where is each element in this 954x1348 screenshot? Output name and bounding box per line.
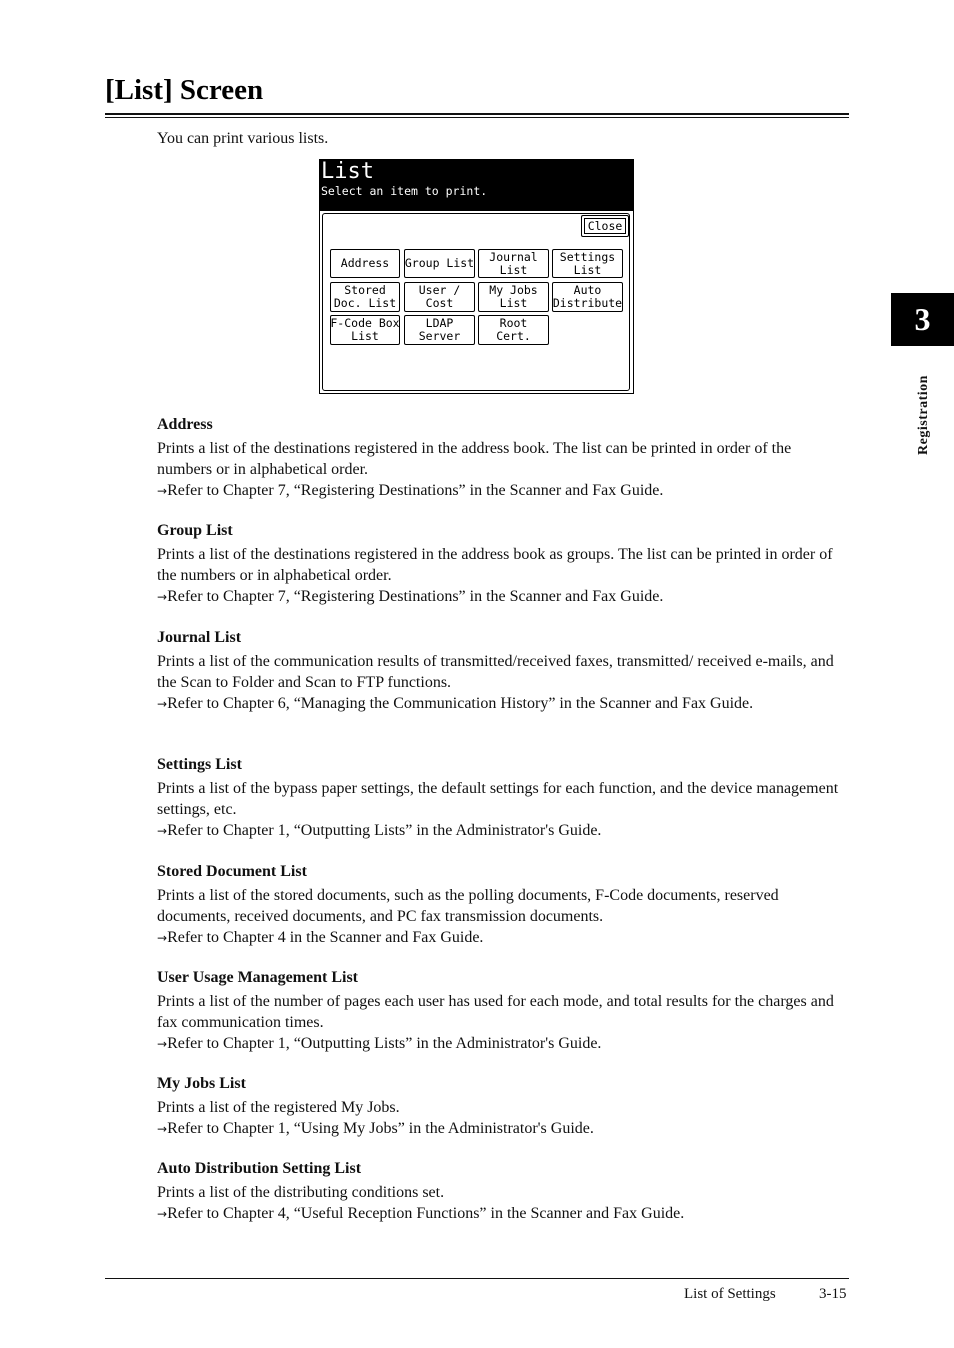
arrow-right-icon: → [157, 931, 168, 945]
address-button[interactable]: Address [330, 249, 400, 278]
lcd-screen [319, 159, 634, 395]
title-rule-thin [105, 117, 849, 118]
section-body: Prints a list of the destinations registered in the address book. The list can be printed in order of the numbers or in alphabetical order. [157, 440, 792, 478]
arrow-right-icon: → [157, 590, 168, 604]
arrow-right-icon: → [157, 484, 168, 498]
page-title: [List] Screen [105, 74, 264, 106]
section-reference: →Refer to Chapter 1, “Outputting Lists” in the Administrator's Guide. [157, 822, 602, 839]
arrow-right-icon: → [157, 1122, 168, 1136]
group-list-button[interactable]: Group List [404, 249, 475, 278]
section-body: Prints a list of the distributing conditions set. [157, 1184, 445, 1201]
my-jobs-list-button[interactable]: My Jobs List [478, 282, 549, 312]
arrow-right-icon: → [157, 824, 168, 838]
section-body: Prints a list of the destinations registered in the address book as groups. The list can be printed in order of the numbers or in alphabetical order. [157, 546, 833, 584]
arrow-right-icon: → [157, 1207, 168, 1221]
section-address [157, 414, 847, 502]
auto-distribute-button[interactable]: Auto Distribute [552, 283, 623, 310]
section-heading: User Usage Management List [157, 969, 359, 986]
section-body: Prints a list of the bypass paper settings, the default settings for each function, and the device management settings, etc. [157, 780, 839, 818]
user-cost-button[interactable]: User / Cost [404, 282, 475, 312]
journal-list-button[interactable]: Journal List [478, 249, 549, 278]
section-reference: →Refer to Chapter 7, “Registering Destinations” in the Scanner and Fax Guide. [157, 482, 664, 499]
section-heading: Group List [157, 522, 233, 539]
section-reference: →Refer to Chapter 1, “Using My Jobs” in the Administrator's Guide. [157, 1120, 594, 1137]
section-heading: Auto Distribution Setting List [157, 1160, 362, 1177]
section-stored-document-list [157, 861, 847, 949]
lcd-subtitle: Select an item to print. [321, 184, 488, 198]
arrow-right-icon: → [157, 697, 168, 711]
section-journal-list [157, 627, 847, 715]
section-auto-distribution-setting-list [157, 1158, 847, 1225]
title-rule [105, 113, 849, 115]
section-group-list [157, 520, 847, 608]
section-reference: →Refer to Chapter 1, “Outputting Lists” in the Administrator's Guide. [157, 1035, 602, 1052]
section-reference: →Refer to Chapter 4 in the Scanner and Fax Guide. [157, 929, 484, 946]
intro-text: You can print various lists. [157, 130, 329, 147]
section-heading: Journal List [157, 629, 242, 646]
section-body: Prints a list of the number of pages each user has used for each mode, and total results for the charges and fax communication times. [157, 993, 834, 1031]
section-settings-list [157, 754, 847, 842]
chapter-tab: 3 [891, 293, 954, 346]
section-heading: My Jobs List [157, 1075, 246, 1092]
footer-rule [105, 1278, 849, 1279]
ldap-server-button[interactable]: LDAP Server [404, 315, 475, 345]
root-cert-button[interactable]: Root Cert. [478, 315, 549, 345]
section-reference: →Refer to Chapter 6, “Managing the Communication History” in the Scanner and Fax Guide. [157, 695, 754, 712]
section-user-usage-management-list [157, 967, 847, 1055]
section-heading: Settings List [157, 756, 242, 773]
section-heading: Address [157, 416, 213, 433]
section-reference: →Refer to Chapter 4, “Useful Reception Functions” in the Scanner and Fax Guide. [157, 1205, 685, 1222]
settings-list-button[interactable]: Settings List [552, 249, 623, 278]
section-body: Prints a list of the communication results of transmitted/received faxes, transmitted/ received e-mails, and the Scan to Folder and Scan to FTP functions. [157, 653, 834, 691]
lcd-title: List [321, 159, 374, 184]
section-heading: Stored Document List [157, 863, 307, 880]
footer-page-number: 3-15 [819, 1286, 847, 1302]
close-button[interactable]: Close [581, 215, 629, 237]
chapter-label: Registration [916, 375, 931, 455]
lcd-header [319, 159, 634, 211]
stored-doc-list-button[interactable]: Stored Doc. List [330, 282, 400, 312]
section-my-jobs-list [157, 1073, 847, 1140]
footer-section: List of Settings [684, 1286, 776, 1302]
arrow-right-icon: → [157, 1037, 168, 1051]
section-body: Prints a list of the registered My Jobs. [157, 1099, 400, 1116]
section-reference: →Refer to Chapter 7, “Registering Destinations” in the Scanner and Fax Guide. [157, 588, 664, 605]
f-code-box-list-button[interactable]: F-Code Box List [330, 316, 400, 343]
section-body: Prints a list of the stored documents, such as the polling documents, F-Code documents, reserved documents, received documents, and PC fax transmission documents. [157, 887, 779, 925]
